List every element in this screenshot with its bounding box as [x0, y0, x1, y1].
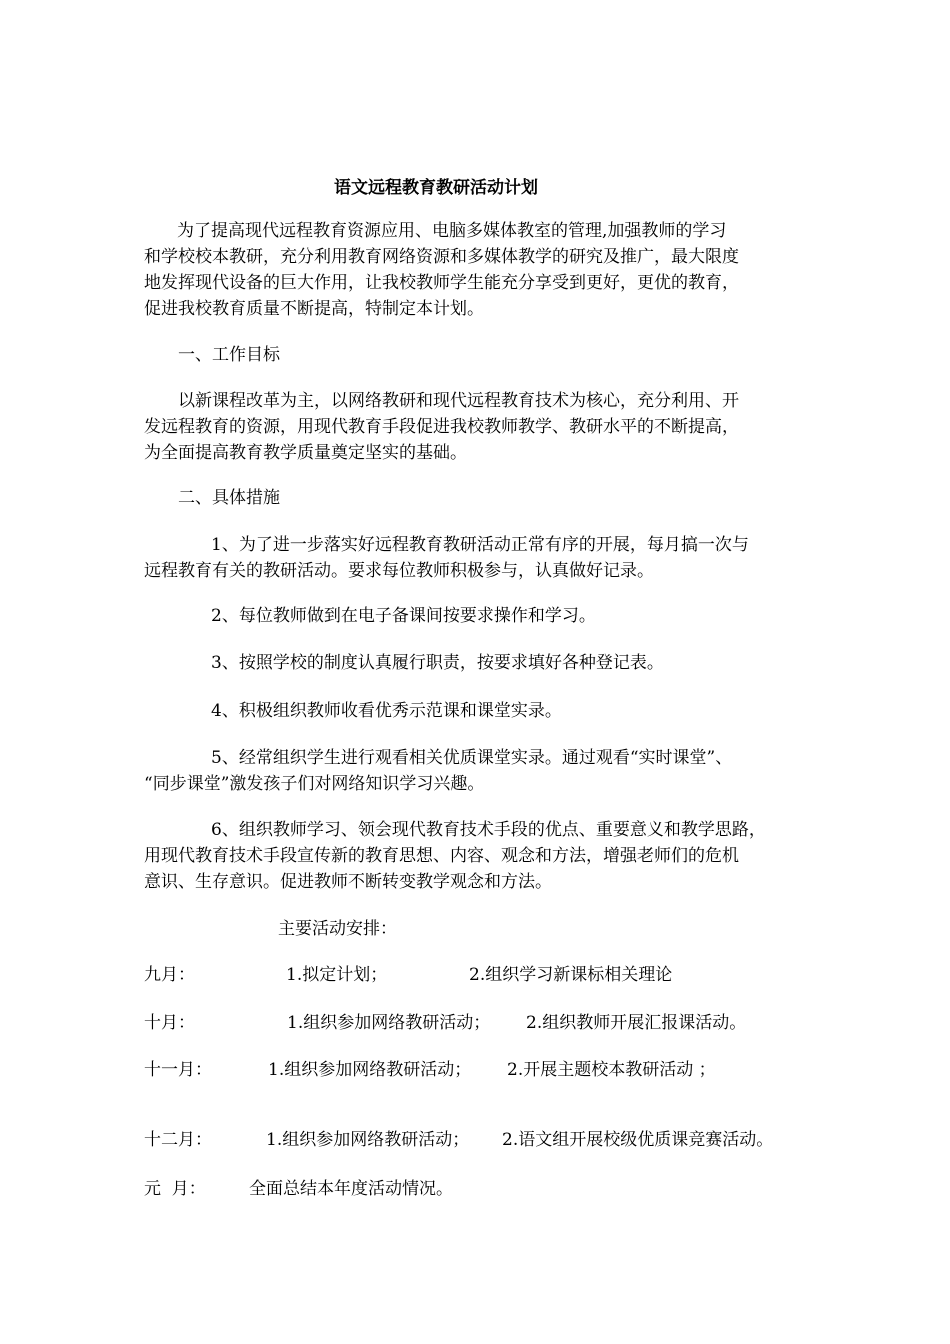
intro-line: 促进我校教育质量不断提高，特制定本计划。: [144, 299, 484, 319]
measure-item-1: 1、为了进一步落实好远程教育教研活动正常有序的开展，每月搞一次与: [211, 535, 749, 555]
measure-item-2: 2、每位教师做到在电子备课间按要求操作和学习。: [211, 606, 596, 626]
document-title: 语文远程教育教研活动计划: [334, 178, 538, 198]
month-label-nov: 十一月：: [144, 1060, 212, 1080]
measure-item-5-cont: “同步课堂”激发孩子们对网络知识学习兴趣。: [144, 774, 485, 794]
section-heading: 二、具体措施: [178, 488, 280, 508]
month-label-sep: 九月：: [144, 965, 195, 985]
nov-item-1: 1.组织参加网络教研活动；: [268, 1060, 472, 1080]
intro-line: 地发挥现代设备的巨大作用，让我校教师学生能充分享受到更好，更优的教育，: [144, 273, 739, 293]
intro-line: 和学校校本教研，充分利用教育网络资源和多媒体教学的研究及推广，最大限度: [144, 247, 739, 267]
section-heading: 一、工作目标: [178, 345, 280, 365]
measure-item-3: 3、按照学校的制度认真履行职责，按要求填好各种登记表。: [211, 653, 664, 673]
jan-item-1: 全面总结本年度活动情况。: [249, 1179, 453, 1199]
measure-item-6: 6、组织教师学习、领会现代教育技术手段的优点、重要意义和教学思路，: [211, 820, 766, 840]
section1-line: 发远程教育的资源，用现代教育手段促进我校教师教学、教研水平的不断提高，: [144, 417, 739, 437]
nov-item-2: 2.开展主题校本教研活动 ；: [507, 1060, 716, 1080]
measure-item-6-cont: 意识、生存意识。促进教师不断转变教学观念和方法。: [144, 872, 552, 892]
measure-item-5: 5、经常组织学生进行观看相关优质课堂实录。通过观看“实时课堂”、: [211, 748, 733, 768]
measure-item-1-cont: 远程教育有关的教研活动。要求每位教师积极参与，认真做好记录。: [144, 561, 654, 581]
dec-item-1: 1.组织参加网络教研活动；: [266, 1130, 470, 1150]
oct-item-1: 1.组织参加网络教研活动；: [287, 1013, 491, 1033]
month-label-oct: 十月：: [144, 1013, 195, 1033]
schedule-heading: 主要活动安排：: [278, 919, 397, 939]
month-label-dec: 十二月：: [144, 1130, 212, 1150]
section1-line: 以新课程改革为主，以网络教研和现代远程教育技术为核心，充分利用、开: [178, 391, 739, 411]
measure-item-4: 4、积极组织教师收看优秀示范课和课堂实录。: [211, 701, 562, 721]
oct-item-2: 2.组织教师开展汇报课活动。: [526, 1013, 747, 1033]
intro-line: 为了提高现代远程教育资源应用、电脑多媒体教室的管理,加强教师的学习: [177, 221, 727, 241]
month-label-jan: 元 月：: [144, 1179, 206, 1199]
dec-item-2: 2.语文组开展校级优质课竞赛活动。: [502, 1130, 774, 1150]
section1-line: 为全面提高教育教学质量奠定坚实的基础。: [144, 443, 467, 463]
sep-item-1: 1.拟定计划；: [286, 965, 388, 985]
sep-item-2: 2.组织学习新课标相关理论: [469, 965, 673, 985]
measure-item-6-cont: 用现代教育技术手段宣传新的教育思想、内容、观念和方法，增强老师们的危机: [144, 846, 739, 866]
